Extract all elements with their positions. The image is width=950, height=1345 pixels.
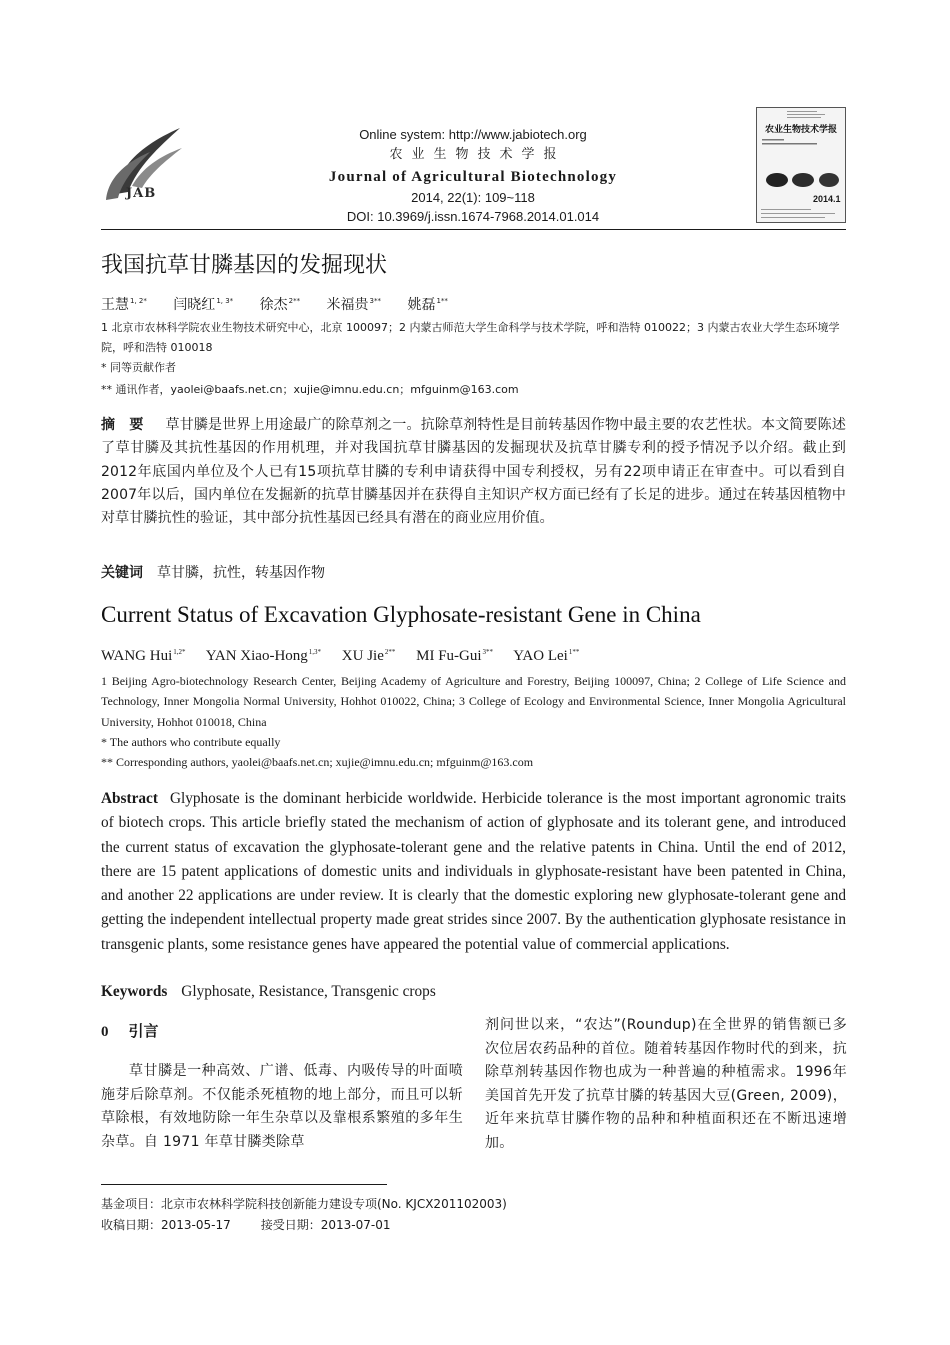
abstract-text-en: Glyphosate is the dominant herbicide worldwide. Herbicide tolerance is the most important agronomic traits of biotech crops. This article briefly stated the mechanism of action of glyphosate and its tolerant gene, and introduced the current status of excavation the glyphosate-tolerant gene and the relative patents in China. Until the end of 2012, there are 15 patent applications of domestic units and individuals in glyphosate-resistant have been patented in China, and another 22 applications are under review. It is clearly that the domestic exploring new glyphosate-tolerant gene and getting the independent intellectual property made great strides since 2007. By the authentication glyphosate resistance in transgenic plants, some resistance genes have appeared the potential value of commercial applications. (101, 790, 846, 953)
journal-name-en: Journal of Agricultural Biotechnology (328, 169, 618, 185)
accepted-date: 接受日期：2013-07-01 (260, 1218, 391, 1232)
online-system: Online system: http://www.jabiotech.org (359, 127, 587, 142)
funding-note: 基金项目：北京市农林科学院科技创新能力建设专项(No. KJCX201102003) (101, 1197, 507, 1211)
journal-header (278, 126, 668, 226)
keywords-cn (101, 562, 325, 582)
journal-cover-thumbnail (756, 107, 846, 223)
author-cn: 徐杰$^{2**}$ (259, 297, 301, 313)
article-title-en: Current Status of Excavation Glyphosate-resistant Gene in China (101, 602, 701, 627)
author-en: MI Fu-Gui$^{3**}$ (416, 648, 494, 664)
doi: DOI: 10.3969/j.issn.1674-7968.2014.01.014 (346, 209, 600, 224)
keywords-text-cn: 草甘膦，抗性，转基因作物 (157, 565, 325, 581)
author-en: WANG Hui$^{1,2*}$ (101, 648, 186, 664)
article-title-cn: 我国抗草甘膦基因的发掘现状 (101, 253, 388, 278)
section-number: 0 (101, 1024, 109, 1040)
keywords-label-cn: 关键词 (101, 565, 143, 581)
author-cn: 闫晓红$^{1, 3*}$ (173, 297, 234, 313)
logo-text: JAB (126, 186, 157, 201)
equal-contribution-note-cn: * 同等贡献作者 (101, 361, 176, 374)
abstract-cn (101, 414, 846, 530)
body-column-left: 草甘膦是一种高效、广谱、低毒、内吸传导的叶面喷施芽后除草剂。不仅能杀死植物的地上部分，而且可以斩草除根，有效地防除一年生杂草以及靠根系繁殖的多年生杂草。自 1971 年草甘膦类除草 (101, 1063, 463, 1150)
keywords-text-en: Glyphosate, Resistance, Transgenic crops (181, 983, 436, 1000)
author-cn: 王慧$^{1, 2*}$ (101, 297, 147, 313)
author-en: YAN Xiao-Hong$^{1,3*}$ (205, 648, 322, 664)
abstract-en (101, 787, 846, 957)
cover-title: 农业生物技术学报 (764, 125, 837, 135)
cover-subtitle-lines (762, 137, 822, 147)
keywords-en (101, 983, 436, 1001)
cover-images (763, 172, 841, 188)
cover-footer-lines (761, 206, 841, 220)
volume-pages: 2014, 22(1): 109~118 (411, 190, 535, 205)
corresponding-author-en: ** Corresponding authors, yaolei@baafs.net.cn; xujie@imnu.edu.cn; mfguinm@163.com (101, 755, 534, 769)
header-rule (101, 229, 846, 230)
section-title: 引言 (128, 1022, 159, 1040)
keywords-label-en: Keywords (101, 983, 168, 1000)
footnote-rule (101, 1184, 387, 1185)
author-list-cn (101, 294, 470, 314)
author-cn: 姚磊$^{1**}$ (407, 297, 448, 313)
journal-name-cn: 农业生物技术学报 (389, 147, 566, 162)
author-en: XU Jie$^{2**}$ (341, 648, 396, 664)
abstract-label-en: Abstract (101, 790, 158, 807)
received-date: 收稿日期：2013-05-17 (101, 1218, 231, 1232)
affiliation-cn: 1 北京市农林科学院农业生物技术研究中心，北京 100097；2 内蒙古师范大学生命科学与技术学院，呼和浩特 010022；3 内蒙古农业大学生态环境学院，呼和浩特 010018 (101, 321, 840, 354)
footnotes (101, 1194, 846, 1236)
corresponding-author-cn: ** 通讯作者，yaolei@baafs.net.cn；xujie@imnu.edu.cn；mfguinm@163.com (101, 383, 519, 396)
body-column-right: 剂问世以来，“农达”(Roundup)在全世界的销售额已多次位居农药品种的首位。随着转基因作物时代的到来，抗除草剂转基因作物也成为一种普遍的种植需求。1996年美国首先开发了抗草甘膦的转基因大豆(Green, 2009)，近年来抗草甘膦作物的品种和种植面积还在不断迅速增加。 (485, 1017, 847, 1151)
abstract-text-cn: 草甘膦是世界上用途最广的除草剂之一。抗除草剂特性是目前转基因作物中最主要的农艺性状。本文简要陈述了草甘膦及其抗性基因的作用机理，并对我国抗草甘膦基因的发掘现状及抗草甘膦专利的授予情况予以介绍。截止到2012年底国内单位及个人已有15项抗草甘膦的专利申请获得中国专利授权，另有22项申请正在审查中。可以看到自2007年以后，国内单位在发掘新的抗草甘膦基因并在获得自主知识产权方面已经有了长足的进步。通过在转基因植物中对草甘膦抗性的验证，其中部分抗性基因已经具有潜在的商业应用价值。 (101, 417, 846, 527)
cover-top-lines (757, 108, 846, 120)
abstract-label-cn: 摘 要 (101, 417, 144, 433)
affiliation-en: 1 Beijing Agro-biotechnology Research Center, Beijing Academy of Agriculture and Forestry, Beijing 100097, China; 2 College of Life Science and Technology, Inner Mongolia Normal University, Hohhot 010022, China; 3 College of Ecology and Environmental Science, Inner Mongolia Agricultural University, Hohhot 010018, China (101, 674, 846, 729)
cover-issue: 2014.1 (813, 194, 841, 204)
section-heading-introduction (101, 1020, 159, 1041)
dates-line (101, 1215, 846, 1236)
author-cn: 米福贵$^{3**}$ (326, 297, 382, 313)
author-list-en (101, 648, 596, 665)
equal-contribution-note-en: * The authors who contribute equally (101, 735, 281, 749)
author-en: YAO Lei$^{1**}$ (513, 648, 580, 664)
